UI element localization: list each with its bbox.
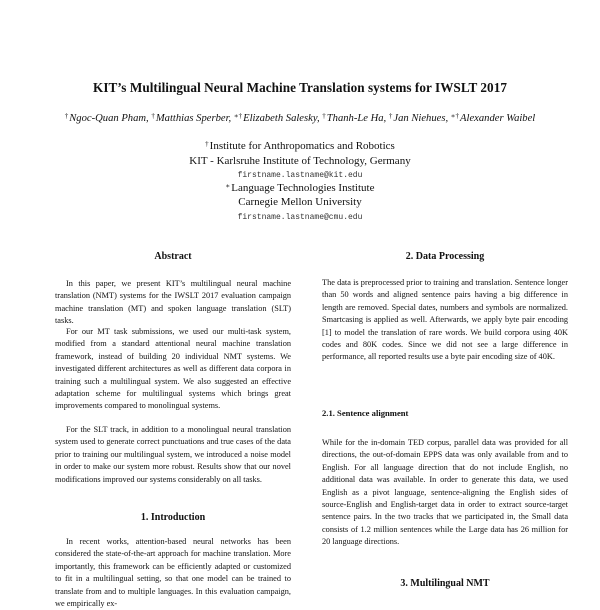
author: †Matthias Sperber,	[151, 112, 232, 124]
affiliation-kit-line2: KIT - Karlsruhe Institute of Technology, Germany	[189, 155, 411, 167]
author: †Thanh-Le Ha,	[322, 112, 387, 124]
kit-email: firstname.lastname@kit.edu	[237, 171, 363, 180]
abstract-heading: Abstract	[154, 251, 192, 262]
affiliation-kit-line1: †Institute for Anthropomatics and Robotics	[205, 140, 395, 152]
multilingual-nmt-heading: 3. Multilingual NMT	[400, 578, 490, 589]
affiliation-cmu-line2: Carnegie Mellon University	[238, 196, 362, 208]
abstract-paragraph: For our MT task submissions, we used our multi-task system, modified from a standard attentional neural machine translation framework, instead of building 20 individual NMT systems. We investigated different architectures as well as different data corpora in training such a multilingual system. We also suggested an effective adaptation scheme for multilingual systems which brings great improvements compared to monolingual systems.	[55, 327, 291, 411]
affiliation-cmu-line1: ∗Language Technologies Institute	[225, 182, 375, 194]
introduction-heading: 1. Introduction	[140, 512, 206, 523]
sentence-alignment-paragraph: While for the in-domain TED corpus, parallel data was provided for all directions, the out-of-domain EPPS data was only available from and to English. For all language direction that do not include English, no additional data was available. In order to generate this data, we used English as a pivot language, sentence-aligning the English sides of source-English and English-target data in order to extract source-target sentence pairs. In the two tracks that we participated in, the Small data consists of 1.2 million sentences while the Large data has 26 million for 20 language directions.	[322, 438, 568, 547]
introduction-paragraph: In recent works, attention-based neural networks has been considered the state-of-the-art approach for machine translation. More importantly, this framework can be efficiently adapted or customized to fit in a multilingual setting, so that one model can be trained to translate from and to multiple languages. In this evaluation campaign, we empirically ex-	[55, 537, 291, 609]
cmu-email: firstname.lastname@cmu.edu	[237, 213, 363, 222]
abstract-paragraph: For the SLT track, in addition to a monolingual neural translation system used to generate correct punctuations and true cases of the data prior to training our multilingual system, we introduced a noise model in order to make our system more robust. Results show that our novel modifications improved our systems considerably on all tasks.	[55, 425, 291, 484]
paper-title: KIT’s Multilingual Neural Machine Translation systems for IWSLT 2017	[93, 80, 507, 95]
data-processing-paragraph: The data is preprocessed prior to training and translation. Sentence longer than 50 words and aligned sentence pairs having a big difference in length are removed. Special dates, numbers and symbols are normalized. Smartcasing is applied as well. Afterwards, we apply byte pair encoding [1] to model the translation of rare words. We build corpora using 40K codes and 80K codes. Since we did not see a large difference in performance, all reported results use a byte pair encoding size of 40K.	[322, 278, 568, 362]
author: †Jan Niehues,	[388, 112, 449, 124]
author: ∗†Elizabeth Salesky,	[233, 112, 320, 124]
sentence-alignment-heading: 2.1. Sentence alignment	[322, 408, 409, 418]
data-processing-heading: 2. Data Processing	[405, 251, 485, 262]
author: †Ngoc-Quan Pham,	[64, 112, 149, 124]
author: ∗†Alexander Waibel	[450, 112, 536, 124]
author-list	[0, 112, 600, 124]
abstract-paragraph: In this paper, we present KIT’s multilingual neural machine translation (NMT) systems for the IWSLT 2017 evaluation campaign machine translation (MT) and spoken language translation (SLT) tasks.	[55, 279, 291, 326]
